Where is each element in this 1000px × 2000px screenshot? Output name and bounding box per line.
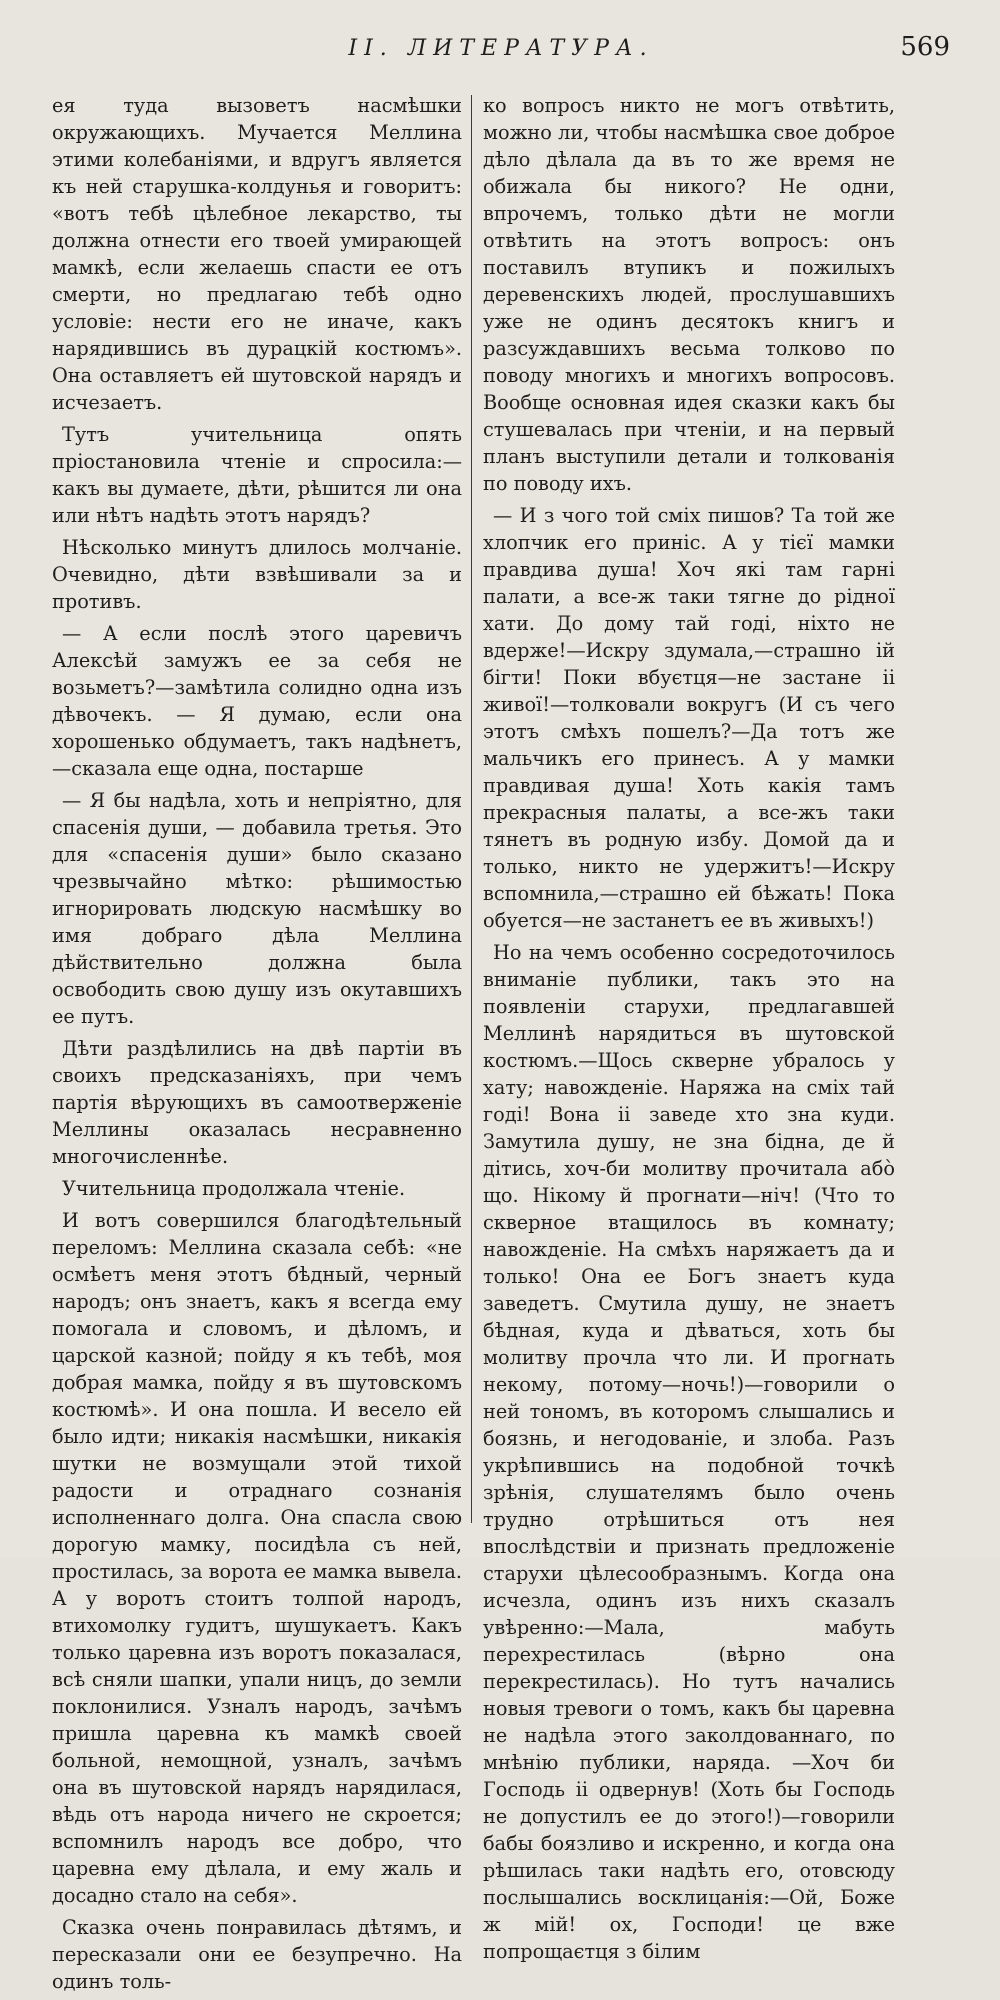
page-number: 569 [900, 32, 950, 62]
column-divider [471, 95, 472, 1523]
paragraph: — И з чого той сміх пишов? Та той же хлопчик его приніс. А у тієї мамки правдива душа! Хоч які там гарні палати, а все-ж таки тягне до рідної хати. До дому тай годі, ніхто не вдерже!—Искру здумала,—страшно ій бігти! Поки вбуєтця—не застане іі живої!—толковали вокругъ (И съ чего этотъ смѣхъ пошелъ?—Да тотъ же мальчикъ его принесъ. А у мамки правдивая душа! Хоть какія тамъ прекрасныя палаты, а все-жъ таки тянетъ въ родную избу. Домой да и только, никто не удержитъ!—Искру вспомнила,—страшно ей бѣжать! Пока обуется—не застанетъ ее въ живыхъ!) [483, 504, 895, 932]
right-column [483, 92, 895, 1970]
paragraph: Но на чемъ особенно сосредоточилось вниманіе публики, такъ это на появленіи старухи, предлагавшей Меллинѣ нарядиться въ шутовской костюмъ.—Щось скверне убралось у хату; навожденіе. Наряжа на сміх тай годі! Вона іі заведе хто зна куди. Замутила душу, не зна бідна, де й дітись, хоч-би молитву прочитала абò що. Нікому й прогнати—ніч! (Что то скверное втащилось въ комнату; навожденіе. На смѣхъ наряжаетъ да и только! Она ее Богъ знаетъ куда заведетъ. Смутила душу, не знаетъ бѣдная, куда и дѣваться, хоть бы молитву прочла что ли. И прогнать некому, потому—ночь!)—говорили о ней тономъ, въ которомъ слышались и боязнь, и негодованіе, и злоба. Разъ укрѣпившись на подобной точкѣ зрѣнія, слушателямъ было очень трудно отрѣшиться отъ нея впослѣдствіи и признать предложеніе старухи цѣлесообразнымъ. Когда она исчезла, одинъ изъ нихъ сказалъ увѣренно:—Мала, мабуть перехрестилась (вѣрно она перекрестилась). Но тутъ начались новыя тревоги о томъ, какъ бы царевна не надѣла этого заколдованнаго, по мнѣнію публики, наряда. —Хоч би Господь іі одвернув! (Хоть бы Господь не допустилъ ее до этого!)—говорили бабы боязливо и искренно, и когда она рѣшилась таки надѣть его, отовсюду послышались восклицанія:—Ой, Боже ж мій! ох, Господи! це вже попрощаєтця з білим [483, 941, 895, 1963]
paragraph: — Я бы надѣла, хоть и непріятно, для спасенія души, — добавила третья. Это для «спасенія души» было сказано чрезвычайно мѣтко: рѣшимостью игнорировать людскую насмѣшку во имя добраго дѣла Меллина дѣйствительно должна была освободить свою душу изъ окутавшихъ ее путъ. [52, 789, 462, 1028]
left-column [52, 92, 462, 2000]
paragraph: Сказка очень понравилась дѣтямъ, и пересказали они ее безупречно. На одинъ толь- [52, 1916, 462, 1993]
paragraph: — А если послѣ этого царевичъ Алексѣй замужъ ее за себя не возьметъ?—замѣтила солидно одна изъ дѣвочекъ. — Я думаю, если она хорошенько обдумаетъ, такъ надѣнетъ, —сказала еще одна, постарше [52, 622, 462, 780]
section-title: II. ЛИТЕРАТУРА. [348, 36, 654, 61]
paragraph: Дѣти раздѣлились на двѣ партіи въ своихъ предсказаніяхъ, при чемъ партія вѣрующихъ въ самоотверженіе Меллины оказалась несравненно многочисленнѣе. [52, 1037, 462, 1168]
paragraph: ко вопросъ никто не могъ отвѣтить, можно ли, чтобы насмѣшка свое доброе дѣло дѣлала да въ то же время не обижала бы никого? Не одни, впрочемъ, только дѣти не могли отвѣтить на этотъ вопросъ: онъ поставилъ втупикъ и пожилыхъ деревенскихъ людей, прослушавшихъ уже не одинъ десятокъ книгъ и разсуждавшихъ весьма толково по поводу многихъ и многихъ вопросовъ. Вообще основная идея сказки какъ бы стушевалась при чтеніи, и на первый планъ выступили детали и толкованія по поводу ихъ. [483, 94, 895, 495]
page-header [52, 30, 950, 70]
paragraph: И вотъ совершился благодѣтельный переломъ: Меллина сказала себѣ: «не осмѣетъ меня этотъ бѣдный, черный народъ; онъ знаетъ, какъ я всегда ему помогала и словомъ, и дѣломъ, и царской казной; пойду я къ тебѣ, моя добрая мамка, пойду я въ шутовскомъ костюмѣ». И она пошла. И весело ей было идти; никакія насмѣшки, никакія шутки не возмущали этой тихой радости и отраднаго сознанія исполненнаго долга. Она спасла свою дорогую мамку, посидѣла съ ней, простилась, за ворота ее мамка вывела. А у воротъ стоитъ толпой народъ, втихомолку гудитъ, шушукаетъ. Какъ только царевна изъ воротъ показалася, всѣ сняли шапки, упали ницъ, до земли поклонилися. Узналъ народъ, зачѣмъ пришла царевна къ мамкѣ своей больной, немощной, узналъ, зачѣмъ она въ шутовской нарядъ нарядилася, вѣдь отъ народа ничего не скроется; вспомнилъ народъ все добро, что царевна ему дѣлала, и ему жаль и досадно стало на себя». [52, 1209, 462, 1907]
paragraph: Тутъ учительница опять пріостановила чтеніе и спросила:—какъ вы думаете, дѣти, рѣшится ли она или нѣтъ надѣть этотъ нарядъ? [52, 423, 462, 527]
paragraph: ея туда вызоветъ насмѣшки окружающихъ. Мучается Меллина этими колебаніями, и вдругъ является къ ней старушка-колдунья и говоритъ: «вотъ тебѣ цѣлебное лекарство, ты должна отнести его твоей умирающей мамкѣ, если желаешь спасти ее отъ смерти, но предлагаю тебѣ одно условіе: нести его не иначе, какъ нарядившись въ дурацкій костюмъ». Она оставляетъ ей шутовской нарядъ и исчезаетъ. [52, 94, 462, 414]
paragraph: Учительница продолжала чтеніе. [62, 1177, 406, 1200]
paragraph: Нѣсколько минутъ длилось молчаніе. Очевидно, дѣти взвѣшивали за и противъ. [52, 536, 462, 613]
